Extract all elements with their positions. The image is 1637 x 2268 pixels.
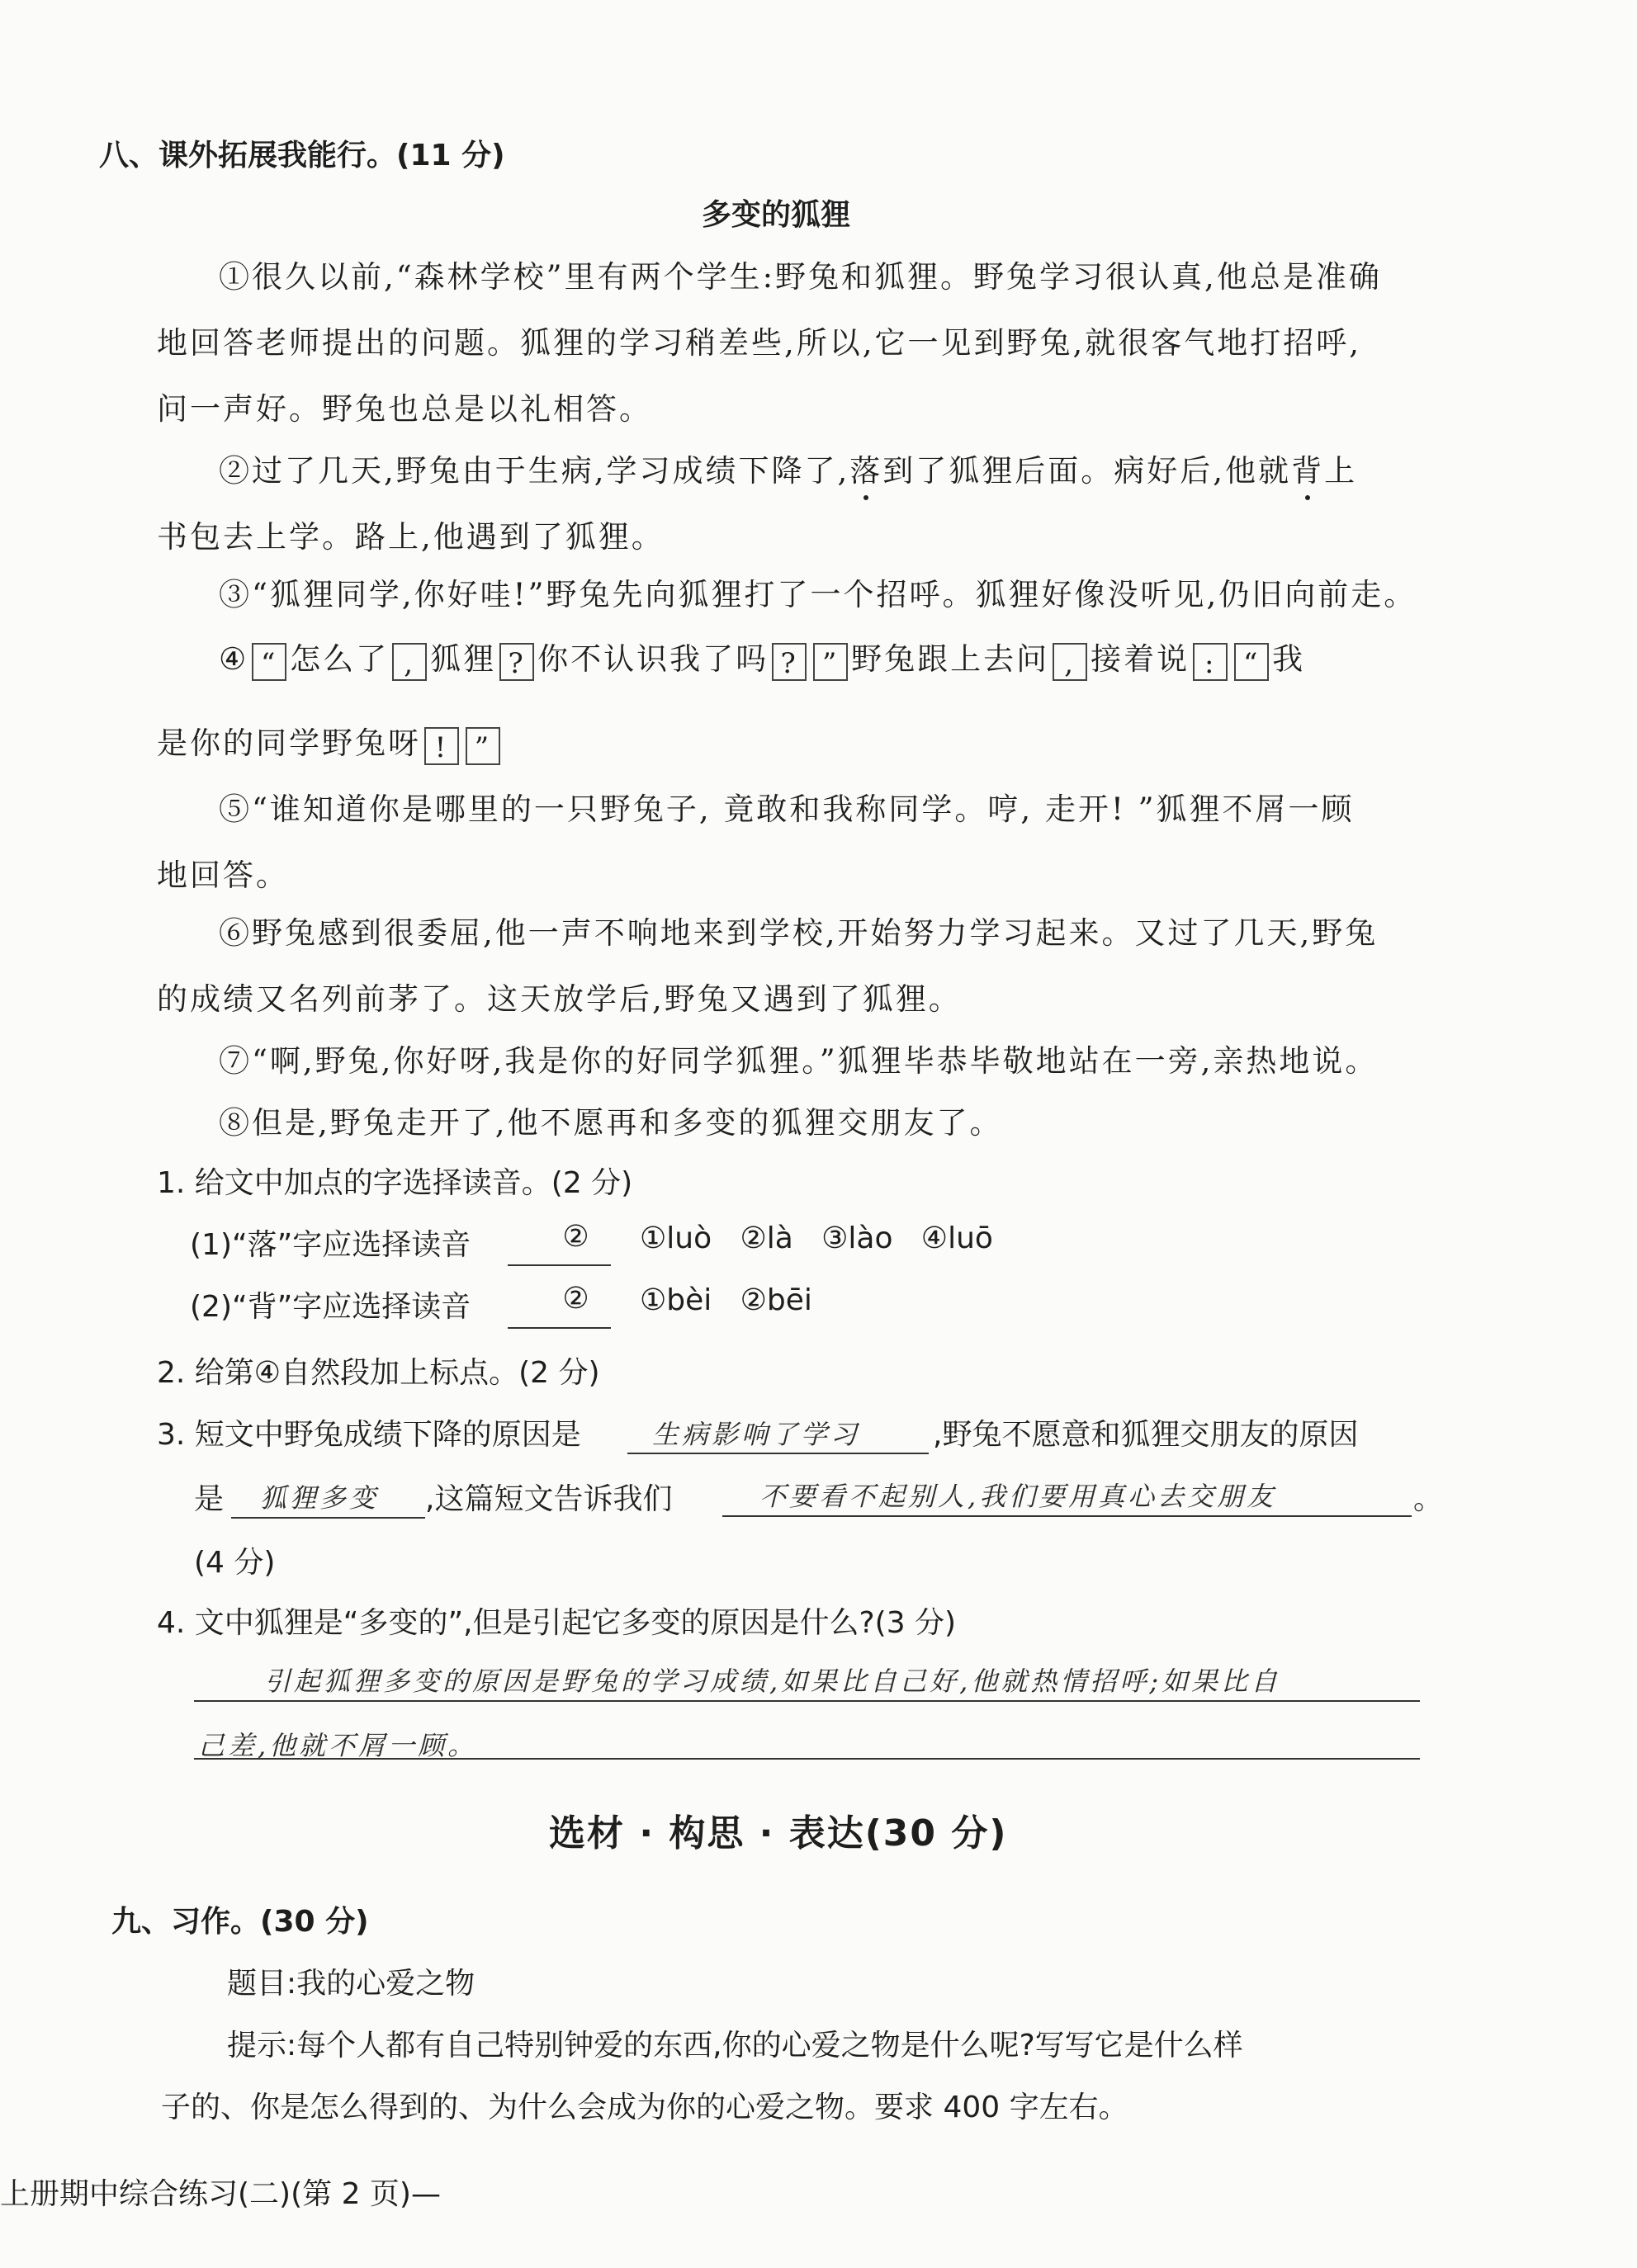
question-3-text-d: ,这篇短文告诉我们 [425,1482,673,1516]
paragraph-7: ⑦“啊,野兔,你好呀,我是你的好同学狐狸。”狐狸毕恭毕敬地站在一旁,亲热地说。 [219,1043,1379,1079]
answer-underline [722,1515,1412,1517]
paragraph-1-line-1: ①很久以前,“森林学校”里有两个学生:野兔和狐狸。野兔学习很认真,他总是准确 [219,259,1382,295]
punct-box: ” [813,643,848,681]
punct-box: ” [466,727,500,765]
text-span: 接着说 [1091,641,1190,677]
question-3-text-e: 。 [1413,1482,1444,1516]
punct-box: “ [1234,643,1269,681]
text-span: 是你的同学野兔呀 [157,725,421,761]
punct-box: ? [499,643,534,681]
part-title: 选材 · 构思 · 表达(30 分) [549,1812,1008,1855]
paragraph-4-line-2 [157,718,504,765]
paragraph-1-line-2: 地回答老师提出的问题。狐狸的学习稍差些,所以,它一见到野兔,就很客气地打招呼, [157,325,1362,361]
paragraph-3: ③“狐狸同学,你好哇!”野兔先向狐狸打了一个招呼。狐狸好像没听见,仍旧向前走。 [219,577,1417,612]
question-1: 1. 给文中加点的字选择读音。(2 分) [157,1166,633,1200]
essay-hint-line-2: 子的、你是怎么得到的、为什么会成为你的心爱之物。要求 400 字左右。 [161,2091,1128,2124]
paragraph-8: ⑧但是,野兔走开了,他不愿再和多变的狐狸交朋友了。 [219,1105,1003,1141]
question-4: 4. 文中狐狸是“多变的”,但是引起它多变的原因是什么?(3 分) [157,1606,957,1640]
question-3-answer-1: 生病影响了学习 [652,1419,861,1450]
question-2: 2. 给第④自然段加上标点。(2 分) [157,1356,600,1390]
question-3-text-a: 3. 短文中野兔成绩下降的原因是 [157,1418,581,1452]
question-1-1-label: (1)“落”字应选择读音 [190,1228,471,1262]
dotted-char-luo: 落 [849,453,883,489]
answer-underline [194,1700,1420,1702]
essay-topic: 题目:我的心爱之物 [227,1967,475,2001]
text-span: 上 [1324,453,1358,489]
text-span: 到了狐狸后面。病好后,他就 [882,453,1292,489]
question-3-text-c: 是 [194,1482,225,1516]
text-span: 野兔跟上去问 [851,641,1050,677]
page-footer: 上册期中综合练习(二)(第 2 页)— [0,2177,441,2211]
section-heading-9: 九、习作。(30 分) [111,1905,369,1939]
answer-underline [627,1453,929,1454]
question-1-1-options: ①luò ②là ③lào ④luō [640,1221,993,1255]
punct-box: , [1053,643,1087,681]
answer-underline [194,1758,1420,1760]
answer-underline [508,1264,611,1266]
question-1-2-label: (2)“背”字应选择读音 [190,1290,471,1324]
paragraph-1-line-3: 问一声好。野兔也总是以礼相答。 [157,391,652,427]
essay-hint-line-1: 提示:每个人都有自己特别钟爱的东西,你的心爱之物是什么呢?写写它是什么样 [227,2029,1243,2062]
question-3-answer-3: 不要看不起别人,我们要用真心去交朋友 [759,1481,1277,1512]
story-title: 多变的狐狸 [702,198,851,232]
question-4-answer-line-2: 己差,他就不屑一顾。 [198,1730,478,1761]
answer-underline [231,1517,425,1519]
text-span: 怎么了 [290,641,390,677]
question-3-answer-2: 狐狸多变 [260,1482,380,1514]
paragraph-4-line-1 [219,634,1305,681]
text-span: 狐狸 [430,641,497,677]
paragraph-2-line-1 [219,446,1357,490]
para-number: ④ [219,641,249,677]
text-span: 我 [1272,641,1306,677]
section-heading: 八、课外拓展我能行。(11 分) [99,139,505,172]
punct-box: ! [424,727,459,765]
paragraph-2-line-2: 书包去上学。路上,他遇到了狐狸。 [157,519,665,555]
paragraph-6-line-1: ⑥野兔感到很委屈,他一声不响地来到学校,开始努力学习起来。又过了几天,野兔 [219,915,1379,951]
question-4-answer-line-1: 引起狐狸多变的原因是野兔的学习成绩,如果比自己好,他就热情招呼;如果比自 [264,1666,1281,1697]
punct-box: “ [252,643,286,681]
text-span: 你不认识我了吗 [537,641,769,677]
question-3-text-b: ,野兔不愿意和狐狸交朋友的原因 [933,1418,1359,1452]
answer-underline [508,1327,611,1329]
question-3-score: (4 分) [194,1546,276,1580]
paragraph-5-line-1: ⑤“谁知道你是哪里的一只野兔子, 竟敢和我称同学。哼, 走开! ”狐狸不屑一顾 [219,791,1355,827]
punct-box: , [392,643,427,681]
question-1-2-options: ①bèi ②bēi [640,1283,812,1317]
text-span: ②过了几天,野兔由于生病,学习成绩下降了, [219,453,850,489]
dotted-char-bei: 背 [1291,453,1325,489]
punct-box: : [1193,643,1228,681]
paragraph-5-line-2: 地回答。 [157,858,289,893]
paragraph-6-line-2: 的成绩又名列前茅了。这天放学后,野兔又遇到了狐狸。 [157,981,962,1017]
punct-box: ? [772,643,807,681]
question-1-2-answer: ② [562,1282,589,1316]
question-1-1-answer: ② [562,1220,589,1254]
